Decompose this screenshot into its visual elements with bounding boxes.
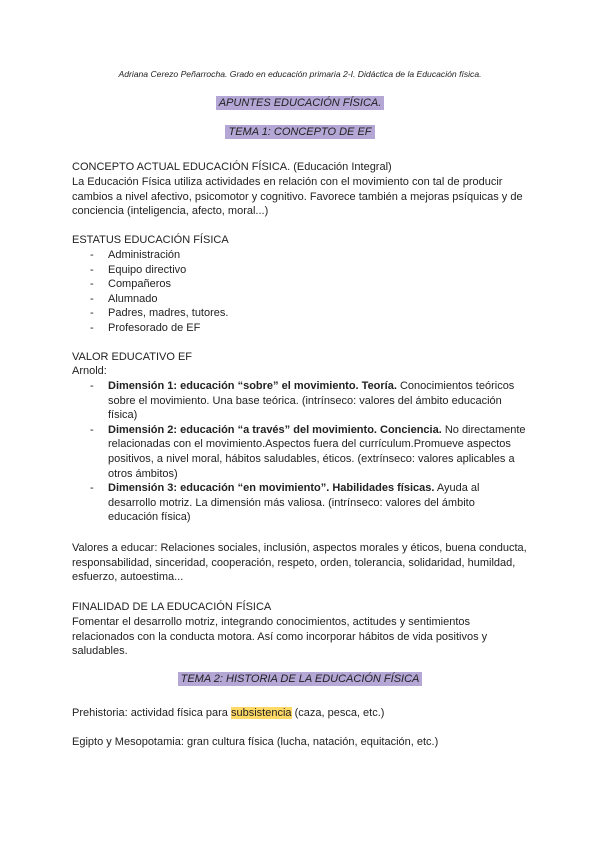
- valor-author: Arnold:: [72, 365, 107, 377]
- page-header: Adriana Cerezo Peñarrocha. Grado en educación primaria 2-I. Didáctica de la Educación física.: [118, 69, 482, 79]
- egipto-line: Egipto y Mesopotamia: gran cultura física (lucha, natación, equitación, etc.): [72, 736, 439, 748]
- dimension-1-title: Dimensión 1: educación “sobre” el movimiento. Teoría.: [108, 380, 397, 392]
- finalidad-body: Fomentar el desarrollo motriz, integrando conocimientos, actitudes y sentimientos relacionados con la conducta motora. Así como incorporar hábitos de vida positivos y saludables.: [72, 616, 488, 658]
- concepto-heading: CONCEPTO ACTUAL EDUCACIÓN FÍSICA. (Educación Integral): [72, 161, 392, 173]
- list-item: - Alumnado: [86, 292, 526, 307]
- main-title: APUNTES EDUCACIÓN FÍSICA.: [0, 97, 600, 109]
- dimension-3-text: Ayuda al desarrollo motriz. La dimensión más valiosa. (intrínseco: valores del ámbito educación física): [108, 482, 480, 524]
- list-item: - Administración: [86, 248, 526, 263]
- list-item: [86, 423, 526, 481]
- valor-heading: VALOR EDUCATIVO EF: [72, 351, 193, 363]
- list-item: - Equipo directivo: [86, 263, 526, 278]
- tema2-title: TEMA 2: HISTORIA DE LA EDUCACIÓN FÍSICA: [0, 673, 600, 685]
- finalidad-heading: FINALIDAD DE LA EDUCACIÓN FÍSICA: [72, 601, 272, 613]
- dimension-2-title: Dimensión 2: educación “a través” del movimiento. Conciencia.: [108, 423, 442, 436]
- dimension-2-text: No directamente relacionadas con el movimiento.Aspectos fuera del currículum.Promueve aspectos positivos, a nivel moral, hábitos saludables, éticos. (extrínseco: valores aplicables a otros ámbitos): [108, 423, 526, 480]
- list-item: [86, 379, 526, 423]
- prehistoria-line: Prehistoria: actividad física para subsistencia (caza, pesca, etc.): [72, 707, 385, 719]
- tema1-title: TEMA 1: CONCEPTO DE EF: [0, 126, 600, 138]
- list-item: [86, 481, 526, 525]
- concepto-body: La Educación Física utiliza actividades en relación con el movimiento con tal de producir cambios a nivel afectivo, psicomotor y cognitivo. Favorece también a mejoras psíquicas y de conciencia (inteligencia, afecto, moral...): [72, 176, 523, 218]
- list-item: - Padres, madres, tutores.: [86, 306, 526, 321]
- dimension-3-title: Dimensión 3: educación “en movimiento”. Habilidades físicas.: [108, 482, 435, 495]
- list-item: - Compañeros: [86, 277, 526, 292]
- dimensiones-list: [86, 379, 526, 525]
- estatus-heading: ESTATUS EDUCACIÓN FÍSICA: [72, 234, 229, 246]
- valores-paragraph: Valores a educar: Relaciones sociales, inclusión, aspectos morales y éticos, buena conducta, responsabilidad, sinceridad, cooperación, respeto, orden, tolerancia, solidaridad, humildad, esfuerzo, autoestima...: [72, 542, 527, 584]
- dimension-1-text: Conocimientos teóricos sobre el movimiento. Una base teórica. (intrínseco: valores del ámbito educación física): [108, 380, 515, 422]
- estatus-list: [86, 248, 526, 336]
- list-item: - Profesorado de EF: [86, 321, 526, 336]
- subsistencia-highlight: subsistencia: [230, 707, 292, 719]
